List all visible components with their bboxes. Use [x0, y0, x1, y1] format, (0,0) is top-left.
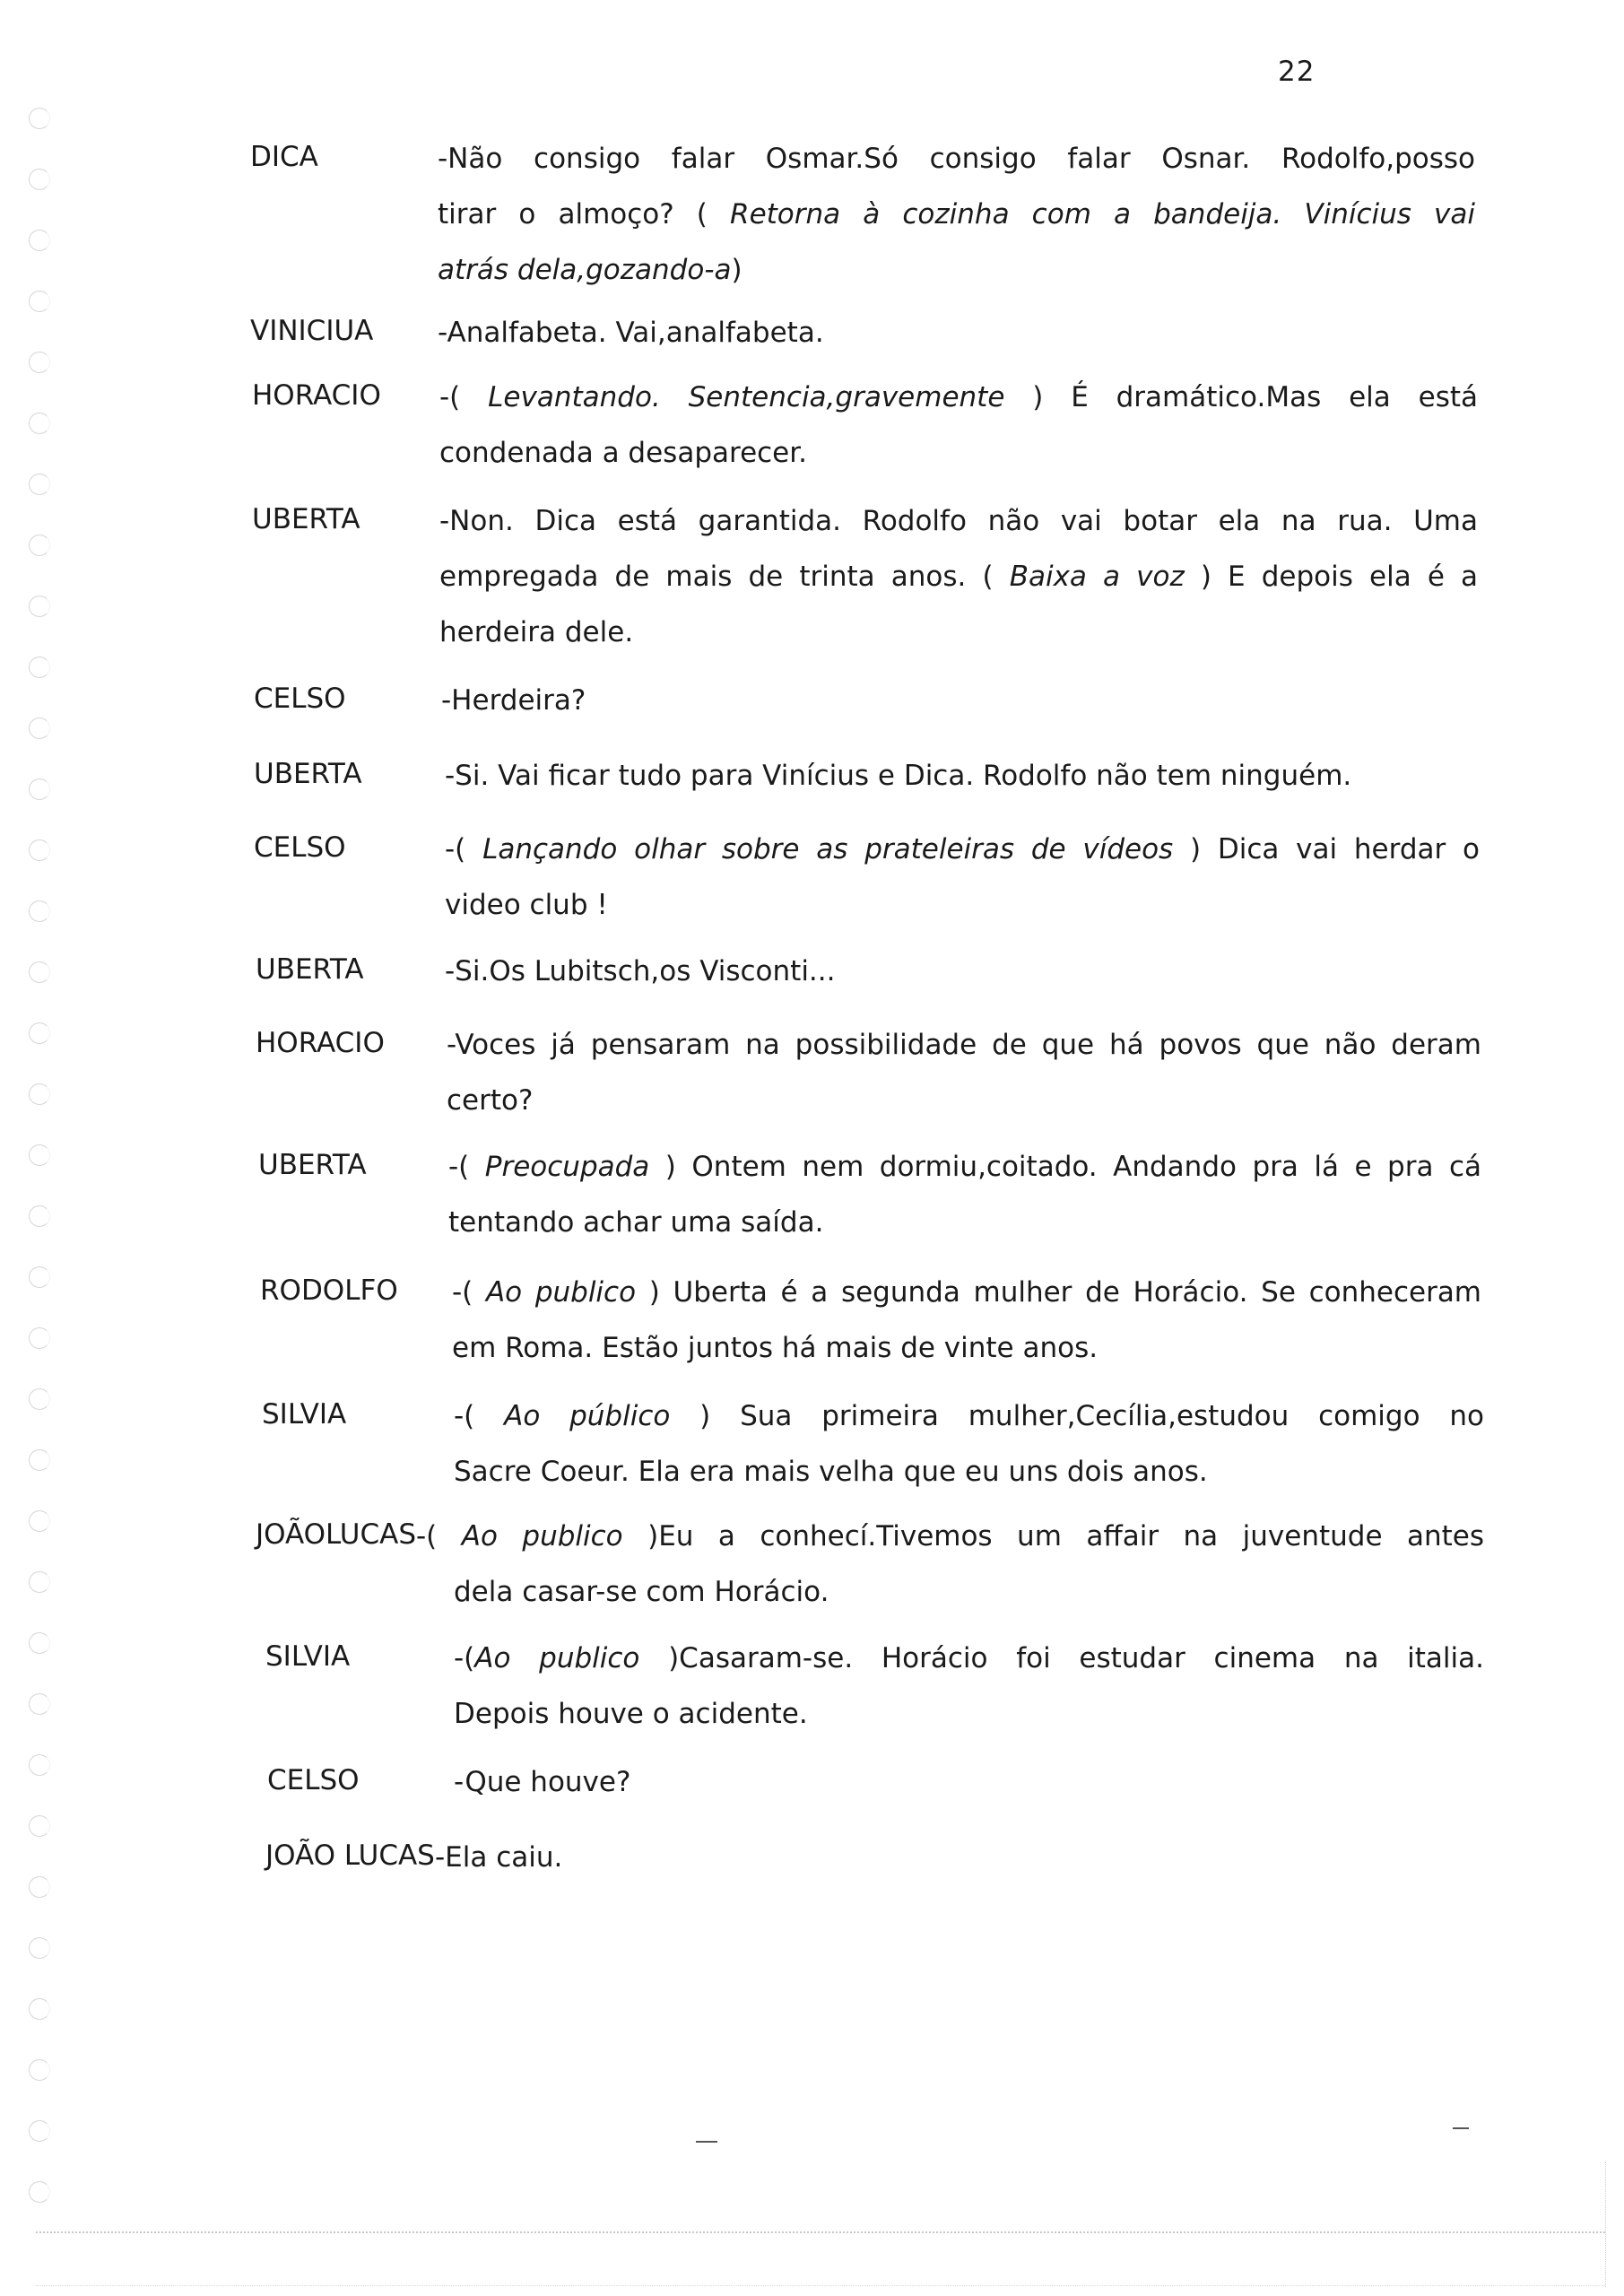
binder-hole — [29, 2120, 50, 2142]
dialogue-line — [452, 1265, 1481, 1320]
dialogue-line — [438, 242, 743, 298]
binder-hole — [29, 1693, 50, 1715]
binder-hole — [29, 657, 50, 678]
page-edge — [36, 2285, 1605, 2286]
speaker-name: DICA — [250, 141, 318, 173]
dialogue-line — [447, 1017, 1481, 1073]
dialogue-line — [441, 673, 586, 728]
dialogue-line — [438, 131, 1475, 187]
stray-mark — [696, 2141, 717, 2143]
dialogue-line — [439, 604, 633, 660]
dialogue-line — [438, 305, 824, 361]
binder-hole — [29, 2059, 50, 2081]
dialogue-line — [439, 493, 1478, 549]
dialogue-text: ) Ontem nem dormiu,coitado. Andando pra lá e pra cá — [649, 1151, 1481, 1183]
speaker-name: VINICIUA — [250, 315, 374, 347]
binder-hole — [29, 2181, 50, 2203]
binder-hole — [29, 1022, 50, 1044]
dialogue-line — [416, 1509, 1484, 1564]
stage-direction: Ao publico — [474, 1642, 640, 1674]
speaker-name: CELSO — [267, 1764, 360, 1796]
stage-direction: Levantando. Sentencia,gravemente — [488, 381, 1005, 413]
dialogue-text: -Si. Vai ficar tudo para Vinícius e Dica. Rodolfo não tem ninguém. — [445, 760, 1352, 792]
speaker-name: UBERTA — [258, 1149, 367, 1181]
binder-hole — [29, 169, 50, 190]
dialogue-line — [445, 944, 836, 999]
dialogue-line — [445, 748, 1351, 804]
stage-direction: Retorna à cozinha com a bandeija. Vinícius vai — [730, 198, 1475, 230]
dialogue-text: )Eu a conhecí.Tivemos um affair na juventude antes — [622, 1520, 1484, 1552]
stray-mark — [1453, 2127, 1469, 2129]
page-number: 22 — [1278, 56, 1316, 88]
dialogue-text: tentando achar uma saída. — [448, 1206, 824, 1239]
binder-hole — [29, 1937, 50, 1959]
dialogue-text: herdeira dele. — [439, 616, 634, 648]
speaker-name: SILVIA — [262, 1398, 347, 1431]
speaker-name: UBERTA — [256, 953, 364, 986]
stage-direction: Ao publico — [485, 1276, 637, 1309]
dialogue-text: ) E depois ela é a — [1184, 561, 1478, 593]
speaker-name: HORACIO — [256, 1027, 385, 1059]
binder-hole — [29, 900, 50, 922]
binder-hole — [29, 596, 50, 617]
dialogue-text: ) Sua primeira mulher,Cecília,estudou comigo no — [670, 1400, 1485, 1432]
speaker-name: JOÃOLUCAS — [256, 1518, 417, 1551]
dialogue-text: -Analfabeta. Vai,analfabeta. — [438, 317, 824, 349]
binder-hole — [29, 718, 50, 739]
dialogue-text: em Roma. Estão juntos há mais de vinte anos. — [452, 1332, 1099, 1364]
binder-hole — [29, 1632, 50, 1654]
speaker-name: SILVIA — [265, 1640, 351, 1673]
binder-hole — [29, 1571, 50, 1593]
dialogue-line — [454, 1754, 630, 1810]
binder-hole — [29, 1815, 50, 1837]
dialogue-line — [439, 425, 807, 481]
binder-hole — [29, 1205, 50, 1227]
binder-hole — [29, 535, 50, 556]
dialogue-text: -( — [416, 1520, 462, 1552]
dialogue-line — [447, 1073, 533, 1128]
dialogue-text: -Que houve? — [454, 1766, 631, 1798]
speaker-name: UBERTA — [252, 503, 360, 535]
dialogue-line — [452, 1320, 1098, 1376]
dialogue-line — [439, 549, 1478, 604]
dialogue-line — [438, 187, 1475, 242]
dialogue-text: -( — [452, 1276, 486, 1309]
binder-hole — [29, 778, 50, 800]
dialogue-text: dela casar-se com Horácio. — [454, 1576, 829, 1608]
dialogue-text: video club ! — [445, 889, 608, 921]
dialogue-line — [435, 1830, 562, 1885]
dialogue-line — [454, 1388, 1484, 1444]
dialogue-text: )Casaram-se. Horácio foi estudar cinema na italia. — [639, 1642, 1484, 1674]
dialogue-text: ) Dica vai herdar o — [1173, 833, 1480, 865]
dialogue-text: -Si.Os Lubitsch,os Visconti... — [445, 955, 836, 987]
binder-hole — [29, 291, 50, 312]
binder-hole — [29, 1083, 50, 1105]
stage-direction: Preocupada — [484, 1151, 650, 1183]
dialogue-text: -( — [448, 1151, 485, 1183]
dialogue-line — [454, 1564, 829, 1620]
binder-hole — [29, 839, 50, 861]
binder-hole — [29, 108, 50, 129]
binder-hole — [29, 230, 50, 251]
binder-hole — [29, 474, 50, 495]
dialogue-text: condenada a desaparecer. — [439, 437, 808, 469]
dialogue-text: -Non. Dica está garantida. Rodolfo não vai botar ela na rua. Uma — [439, 505, 1478, 537]
binder-hole — [29, 1388, 50, 1410]
binder-margin — [22, 108, 57, 2260]
dialogue-text: Sacre Coeur. Ela era mais velha que eu uns dois anos. — [454, 1456, 1208, 1488]
stage-direction: Baixa a voz — [1009, 561, 1185, 593]
stage-direction: Ao publico — [461, 1520, 623, 1552]
page-edge — [1605, 2161, 1606, 2287]
binder-hole — [29, 1998, 50, 2020]
dialogue-line — [439, 370, 1478, 425]
binder-hole — [29, 413, 50, 434]
dialogue-text: -Voces já pensaram na possibilidade de que há povos que não deram — [447, 1029, 1481, 1061]
speaker-name: UBERTA — [254, 758, 362, 790]
binder-hole — [29, 1144, 50, 1166]
dialogue-line — [448, 1195, 823, 1250]
binder-hole — [29, 1327, 50, 1349]
dialogue-text: ) — [731, 254, 743, 286]
binder-hole — [29, 352, 50, 373]
stage-direction: Ao público — [504, 1400, 671, 1432]
binder-hole — [29, 1449, 50, 1471]
dialogue-text: -Ela caiu. — [435, 1841, 563, 1874]
dialogue-text: -( — [445, 833, 483, 865]
dialogue-text: ) Uberta é a segunda mulher de Horácio. Se conheceram — [636, 1276, 1482, 1309]
dialogue-text: empregada de mais de trinta anos. ( — [439, 561, 1010, 593]
speaker-name: CELSO — [254, 831, 346, 864]
dialogue-text: -( — [454, 1642, 475, 1674]
dialogue-line — [445, 877, 608, 933]
dialogue-line — [448, 1139, 1481, 1195]
binder-hole — [29, 1266, 50, 1288]
dialogue-text: -( — [454, 1400, 505, 1432]
speaker-name: CELSO — [254, 683, 346, 715]
speaker-name: JOÃO LUCAS — [265, 1839, 435, 1872]
dialogue-text: tirar o almoço? ( — [438, 198, 731, 230]
dialogue-line — [454, 1631, 1484, 1686]
binder-hole — [29, 1754, 50, 1776]
dialogue-text: Depois houve o acidente. — [454, 1698, 808, 1730]
dialogue-text: certo? — [447, 1084, 534, 1117]
speaker-name: HORACIO — [252, 379, 381, 412]
dialogue-line — [454, 1444, 1208, 1500]
dialogue-line — [454, 1686, 808, 1742]
binder-hole — [29, 1510, 50, 1532]
binder-hole — [29, 961, 50, 983]
dialogue-text: -Herdeira? — [441, 684, 586, 717]
speaker-name: RODOLFO — [260, 1274, 398, 1307]
dialogue-text: ) É dramático.Mas ela está — [1004, 381, 1478, 413]
stage-direction: Lançando olhar sobre as prateleiras de vídeos — [482, 833, 1174, 865]
page-edge — [36, 2231, 1605, 2233]
dialogue-text: -( — [439, 381, 489, 413]
stage-direction: atrás dela,gozando-a — [438, 254, 732, 286]
binder-hole — [29, 1876, 50, 1898]
dialogue-line — [445, 822, 1480, 877]
dialogue-text: -Não consigo falar Osmar.Só consigo falar Osnar. Rodolfo,posso — [438, 143, 1475, 175]
